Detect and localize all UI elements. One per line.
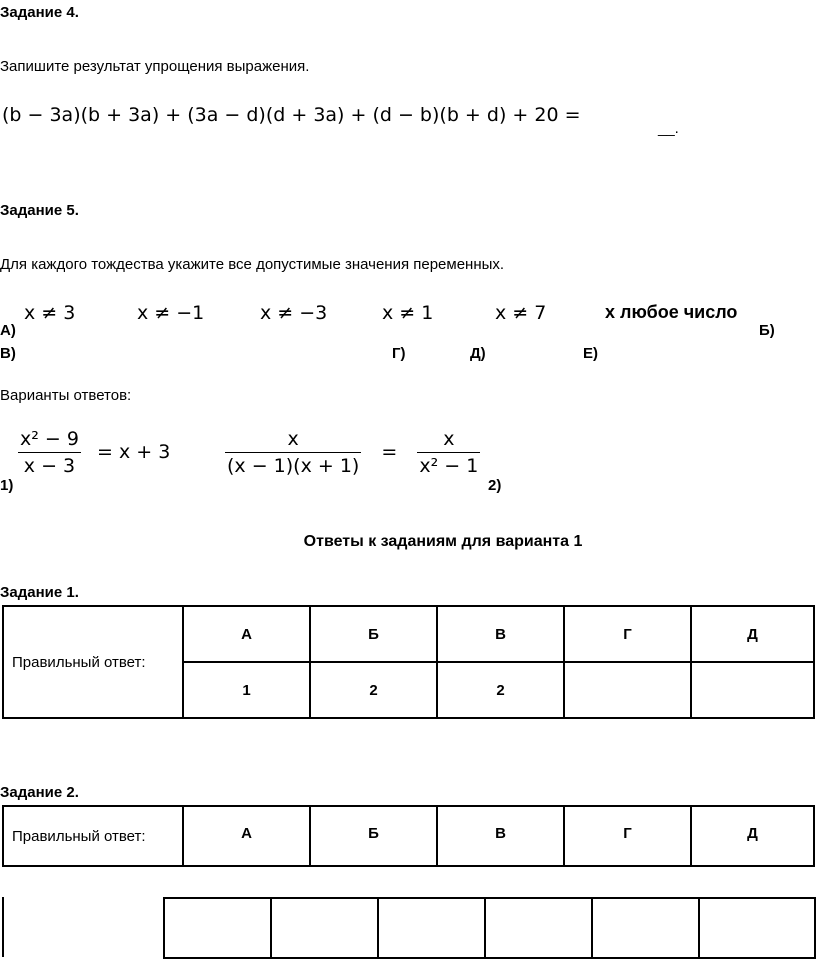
col-a: А xyxy=(183,606,310,662)
identity-2-right-fraction xyxy=(417,428,480,477)
identity-2-right-denominator: x² − 1 xyxy=(417,452,480,477)
answer-table-1 xyxy=(2,605,815,719)
identity-1-numerator: x² − 9 xyxy=(20,428,79,450)
empty-cell xyxy=(485,898,592,958)
answers-task1-title: Задание 1. xyxy=(0,584,79,601)
col-a: А xyxy=(183,806,310,866)
identity-1-rhs: = x + 3 xyxy=(97,441,171,463)
answer-cell-a: 1 xyxy=(183,662,310,718)
empty-cell xyxy=(592,898,699,958)
task5-prompt: Для каждого тождества укажите все допустимые значения переменных. xyxy=(0,256,505,273)
condition-e: x ≠ 7 xyxy=(495,302,547,324)
identity-2 xyxy=(225,428,480,477)
answer-cell-v: 2 xyxy=(437,662,564,718)
identity-1-fraction xyxy=(18,428,81,477)
col-d: Д xyxy=(691,806,814,866)
task5-title: Задание 5. xyxy=(0,202,79,219)
col-b: Б xyxy=(310,606,437,662)
letter-b: Б) xyxy=(759,322,775,339)
letter-a: А) xyxy=(0,322,16,339)
identity-2-left-fraction xyxy=(225,428,361,477)
letter-d: Д) xyxy=(470,345,486,362)
empty-cell xyxy=(378,898,485,958)
answer-table-2 xyxy=(2,805,815,867)
variants-label: Варианты ответов: xyxy=(0,387,132,404)
identity-1 xyxy=(18,428,170,477)
condition-c: x ≠ −3 xyxy=(260,302,328,324)
answer-cell-b: 2 xyxy=(310,662,437,718)
task4-title: Задание 4. xyxy=(0,4,79,21)
table-left-border xyxy=(2,897,4,957)
letter-v: В) xyxy=(0,345,16,362)
letter-g: Г) xyxy=(392,345,406,362)
empty-cell xyxy=(699,898,815,958)
task4-expression: (b − 3a)(b + 3a) + (3a − d)(d + 3a) + (d − b)(b + d) + 20 = xyxy=(2,104,581,126)
col-g: Г xyxy=(564,606,691,662)
task4-prompt: Запишите результат упрощения выражения. xyxy=(0,58,310,75)
empty-cell xyxy=(164,898,271,958)
answer-label-2: Правильный ответ: xyxy=(3,806,183,866)
letter-e: Е) xyxy=(583,345,598,362)
answer-cell-d xyxy=(691,662,814,718)
empty-cell xyxy=(271,898,378,958)
answers-heading: Ответы к заданиям для варианта 1 xyxy=(303,533,583,550)
identity-2-left-numerator: x xyxy=(287,428,299,450)
identity-1-denominator: x − 3 xyxy=(18,452,81,477)
col-v: В xyxy=(437,806,564,866)
condition-b: x ≠ −1 xyxy=(137,302,205,324)
condition-d: x ≠ 1 xyxy=(382,302,434,324)
answer-blank: __. xyxy=(658,120,679,137)
condition-a: x ≠ 3 xyxy=(24,302,76,324)
col-v: В xyxy=(437,606,564,662)
answers-task2-title: Задание 2. xyxy=(0,784,79,801)
identity-2-equals: = xyxy=(381,441,398,463)
col-d: Д xyxy=(691,606,814,662)
identity-2-left-denominator: (x − 1)(x + 1) xyxy=(225,452,361,477)
identity-2-right-numerator: x xyxy=(443,428,455,450)
condition-f: x любое число xyxy=(605,302,738,322)
col-b: Б xyxy=(310,806,437,866)
answer-label-1: Правильный ответ: xyxy=(3,606,183,718)
col-g: Г xyxy=(564,806,691,866)
identity-2-label: 2) xyxy=(488,477,502,494)
answer-cell-g xyxy=(564,662,691,718)
identity-1-label: 1) xyxy=(0,477,14,494)
